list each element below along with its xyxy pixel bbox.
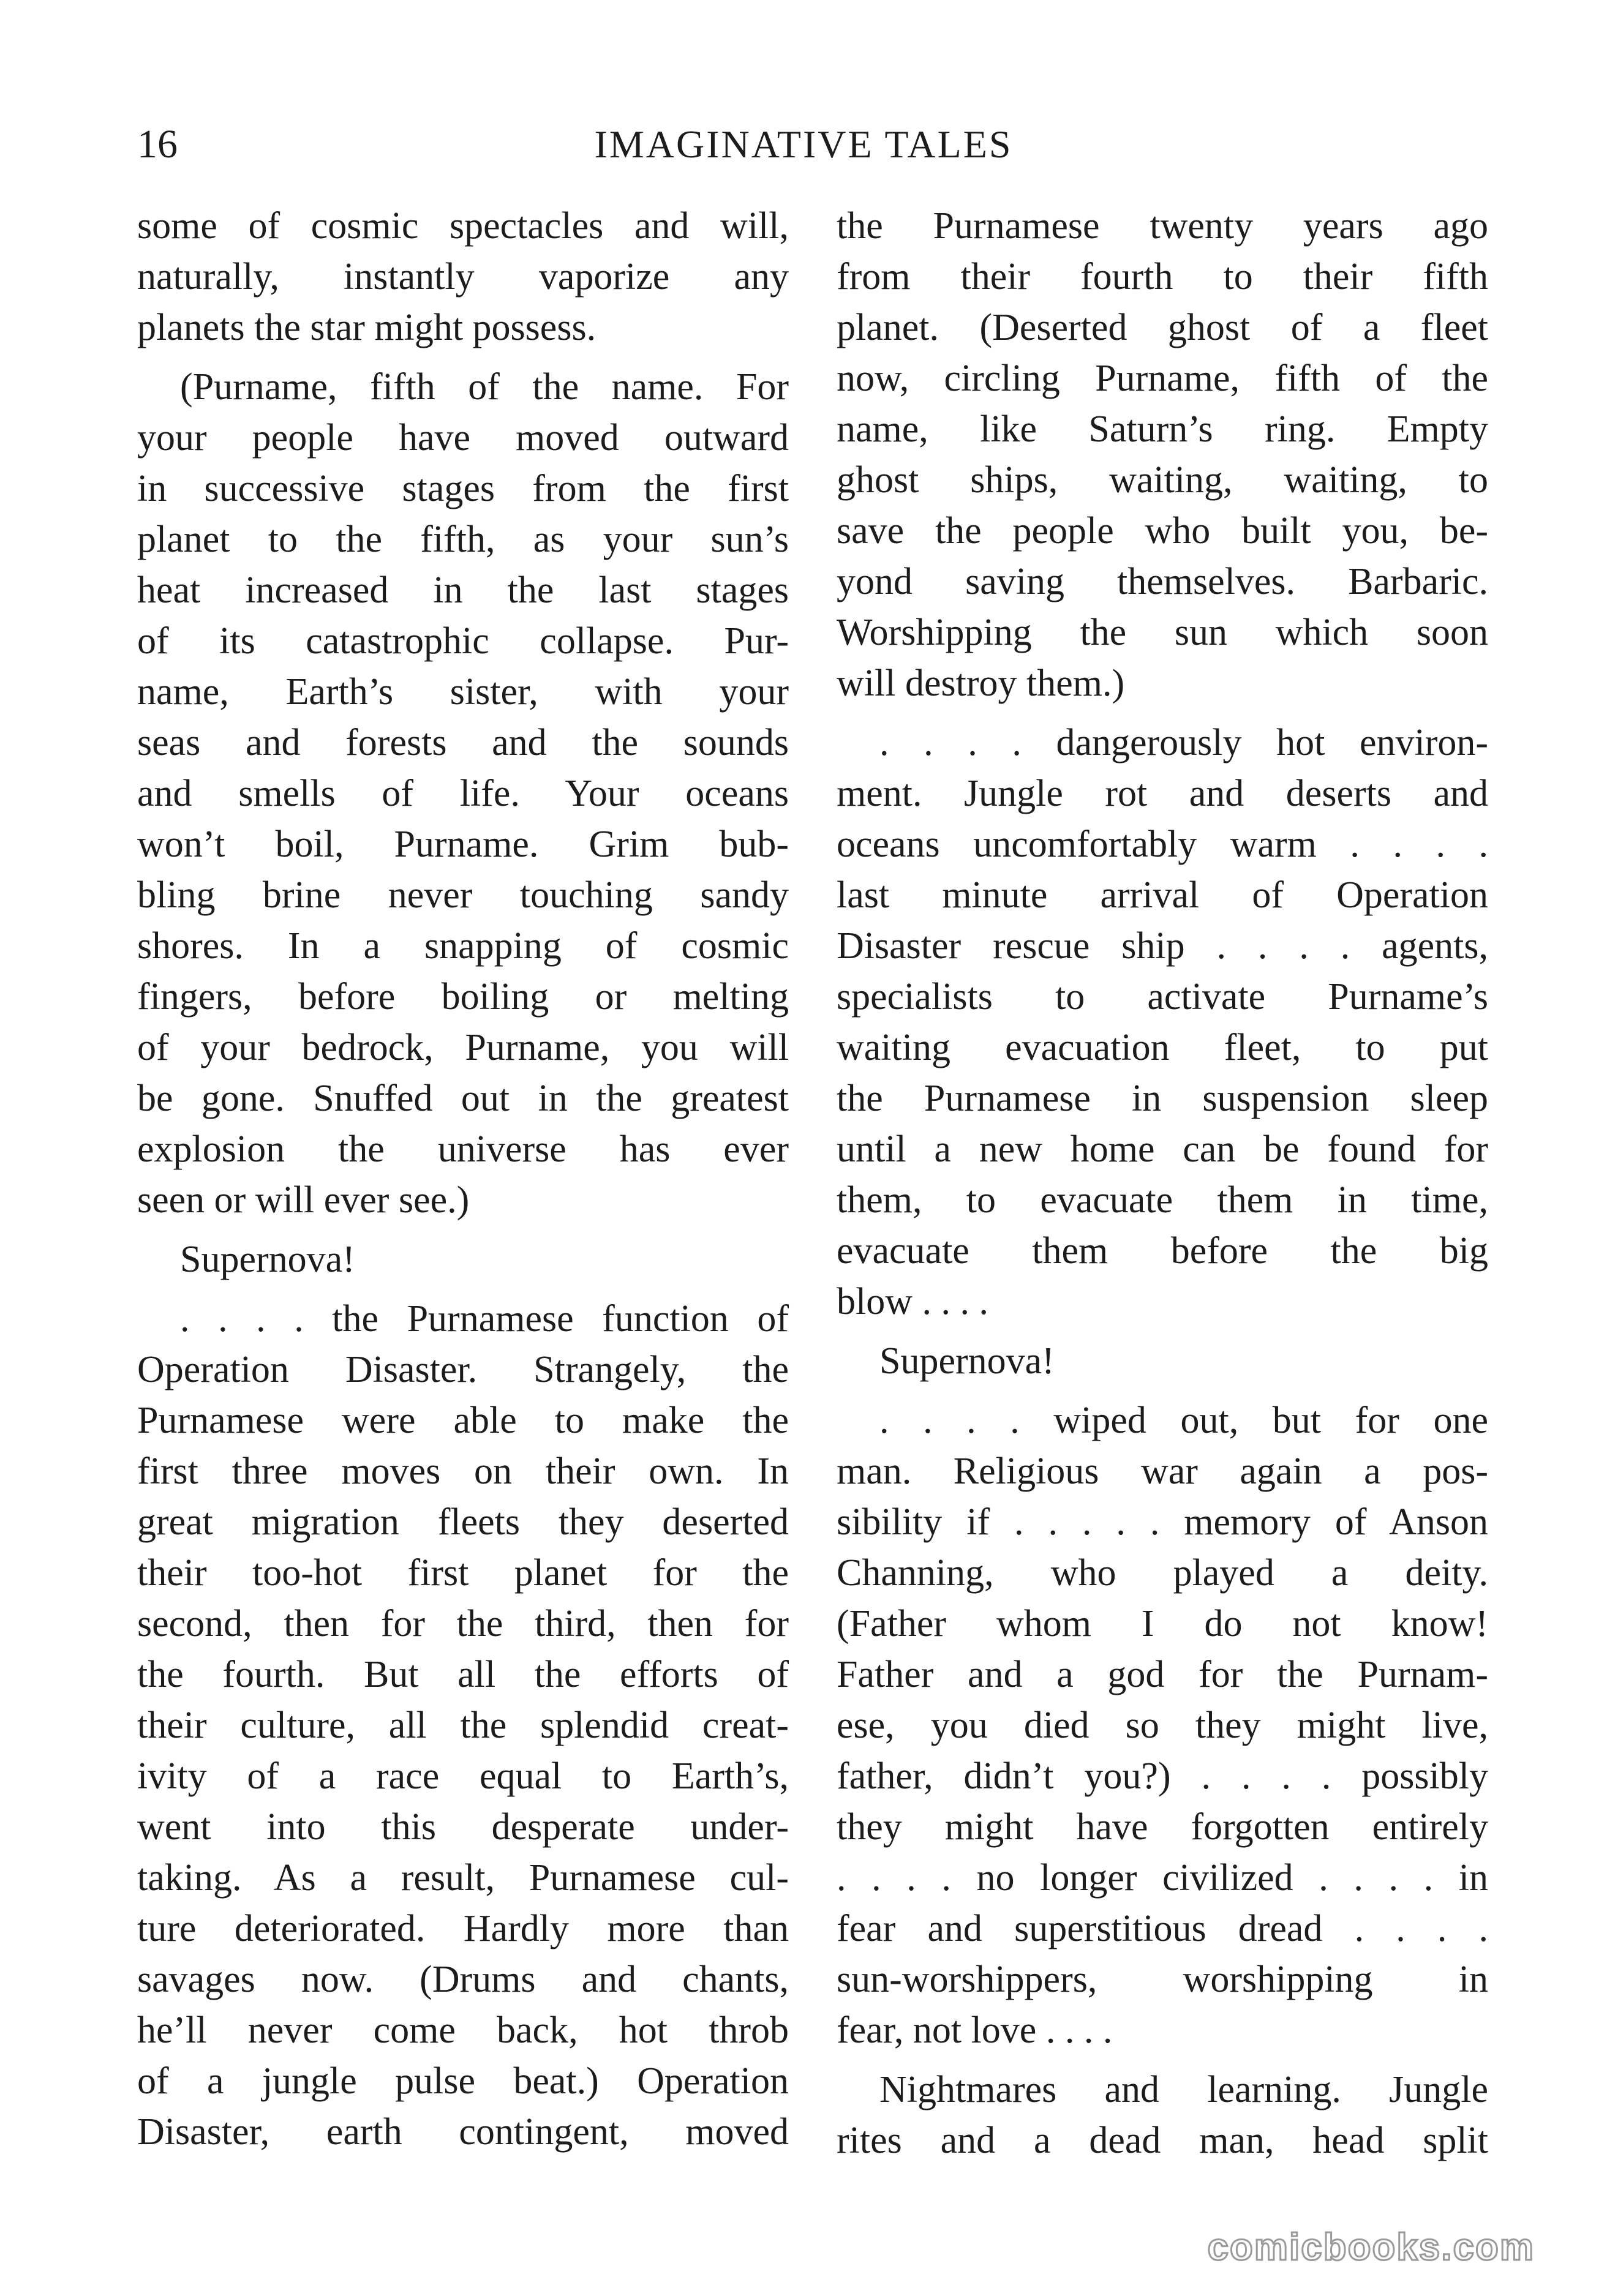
text-line: Channing, who played a deity. [837,1552,1488,1594]
text-line: . . . . the Purnamese function of [180,1298,789,1340]
text-line: great migration fleets they deserted [137,1501,789,1543]
text-line: father, didn’t you?) . . . . possibly [837,1755,1488,1797]
text-line: heat increased in the last stages [137,569,789,611]
right-column [837,201,1488,2166]
text-line: they might have forgotten entirely [837,1806,1488,1848]
text-line: specialists to activate Purname’s [837,976,1488,1018]
text-line: ment. Jungle rot and deserts and [837,773,1488,814]
text-line: blow . . . . [837,1281,988,1322]
text-line: seen or will ever see.) [137,1179,470,1221]
text-line: waiting evacuation fleet, to put [837,1027,1488,1068]
page-number: 16 [137,122,178,167]
text-line: name, Earth’s sister, with your [137,671,789,713]
text-line: Purnamese were able to make the [137,1400,789,1441]
text-line: and smells of life. Your oceans [137,773,789,814]
text-line: planet to the fifth, as your sun’s [137,519,789,560]
text-line: . . . . dangerously hot environ- [879,722,1488,763]
running-head: IMAGINATIVE TALES [594,122,1013,166]
text-line: the fourth. But all the efforts of [137,1654,789,1695]
text-line: . . . . no longer civilized . . . . in [837,1857,1488,1899]
text-line: oceans uncomfortably warm . . . . [837,823,1488,865]
text-line: . . . . wiped out, but for one [879,1400,1488,1441]
text-line: bling brine never touching sandy [137,874,789,916]
paragraph [837,201,1488,709]
text-line: name, like Saturn’s ring. Empty [837,408,1488,450]
text-line: the Purnamese in suspension sleep [837,1078,1488,1119]
text-line: Worshipping the sun which soon [837,612,1488,653]
text-line: explosion the universe has ever [137,1128,789,1170]
text-line: from their fourth to their fifth [837,256,1488,298]
paragraph [837,1336,1488,1387]
text-line: last minute arrival of Operation [837,874,1488,916]
text-line: your people have moved outward [137,417,789,459]
text-line: seas and forests and the sounds [137,722,789,763]
text-line: first three moves on their own. In [137,1450,789,1492]
text-line: sun-worshippers, worshipping in [837,1959,1488,2000]
watermark-logo: comicbooks.com [1207,2226,1535,2268]
text-line: of your bedrock, Purname, you will [137,1027,789,1068]
text-line: planet. (Deserted ghost of a fleet [837,307,1488,348]
text-line: some of cosmic spectacles and will, [137,205,789,247]
paragraph [137,201,789,353]
paragraph [137,362,789,1226]
text-line: Nightmares and learning. Jungle [879,2069,1488,2110]
text-line: them, to evacuate them in time, [837,1179,1488,1221]
text-line: in successive stages from the first [137,468,789,509]
text-line: shores. In a snapping of cosmic [137,925,789,967]
text-line: fear, not love . . . . [837,2009,1113,2051]
text-line: he’ll never come back, hot throb [137,2009,789,2051]
paragraph [837,1395,1488,2056]
text-line: be gone. Snuffed out in the greatest [137,1078,789,1119]
text-line: ghost ships, waiting, waiting, to [837,459,1488,501]
text-line: Supernova! [180,1239,355,1280]
paragraph [137,1234,789,1285]
paragraph [137,1294,789,2158]
text-line: evacuate them before the big [837,1230,1488,1272]
text-line: won’t boil, Purname. Grim bub- [137,823,789,865]
text-line: ese, you died so they might live, [837,1705,1488,1746]
paragraph [837,718,1488,1327]
text-line: man. Religious war again a pos- [837,1450,1488,1492]
text-line: planets the star might possess. [137,307,597,348]
text-line: their too-hot first planet for the [137,1552,789,1594]
text-line: fingers, before boiling or melting [137,976,789,1018]
text-line: (Father whom I do not know! [837,1603,1488,1645]
text-line: of a jungle pulse beat.) Operation [137,2060,789,2102]
text-line: fear and superstitious dread . . . . [837,1908,1488,1949]
text-line: their culture, all the splendid creat- [137,1705,789,1746]
text-line: taking. As a result, Purnamese cul- [137,1857,789,1899]
text-line: went into this desperate under- [137,1806,789,1848]
text-line: Father and a god for the Purnam- [837,1654,1488,1695]
text-line: rites and a dead man, head split [837,2120,1488,2161]
text-line: Supernova! [879,1340,1055,1382]
text-line: now, circling Purname, fifth of the [837,358,1488,399]
paragraph [837,2065,1488,2166]
text-line: ture deteriorated. Hardly more than [137,1908,789,1949]
text-line: Operation Disaster. Strangely, the [137,1349,789,1390]
text-line: savages now. (Drums and chants, [137,1959,789,2000]
text-line: (Purname, fifth of the name. For [180,366,789,408]
text-line: yond saving themselves. Barbaric. [837,561,1488,602]
text-line: until a new home can be found for [837,1128,1488,1170]
text-line: the Purnamese twenty years ago [837,205,1488,247]
text-line: save the people who built you, be- [837,510,1488,552]
text-line: Disaster, earth contingent, moved [137,2111,789,2153]
text-line: of its catastrophic collapse. Pur- [137,620,789,662]
text-line: ivity of a race equal to Earth’s, [137,1755,789,1797]
text-line: sibility if . . . . . memory of Anson [837,1501,1488,1543]
text-line: second, then for the third, then for [137,1603,789,1645]
text-line: Disaster rescue ship . . . . agents, [837,925,1488,967]
left-column [137,201,789,2158]
text-line: naturally, instantly vaporize any [137,256,789,298]
text-line: will destroy them.) [837,662,1125,704]
